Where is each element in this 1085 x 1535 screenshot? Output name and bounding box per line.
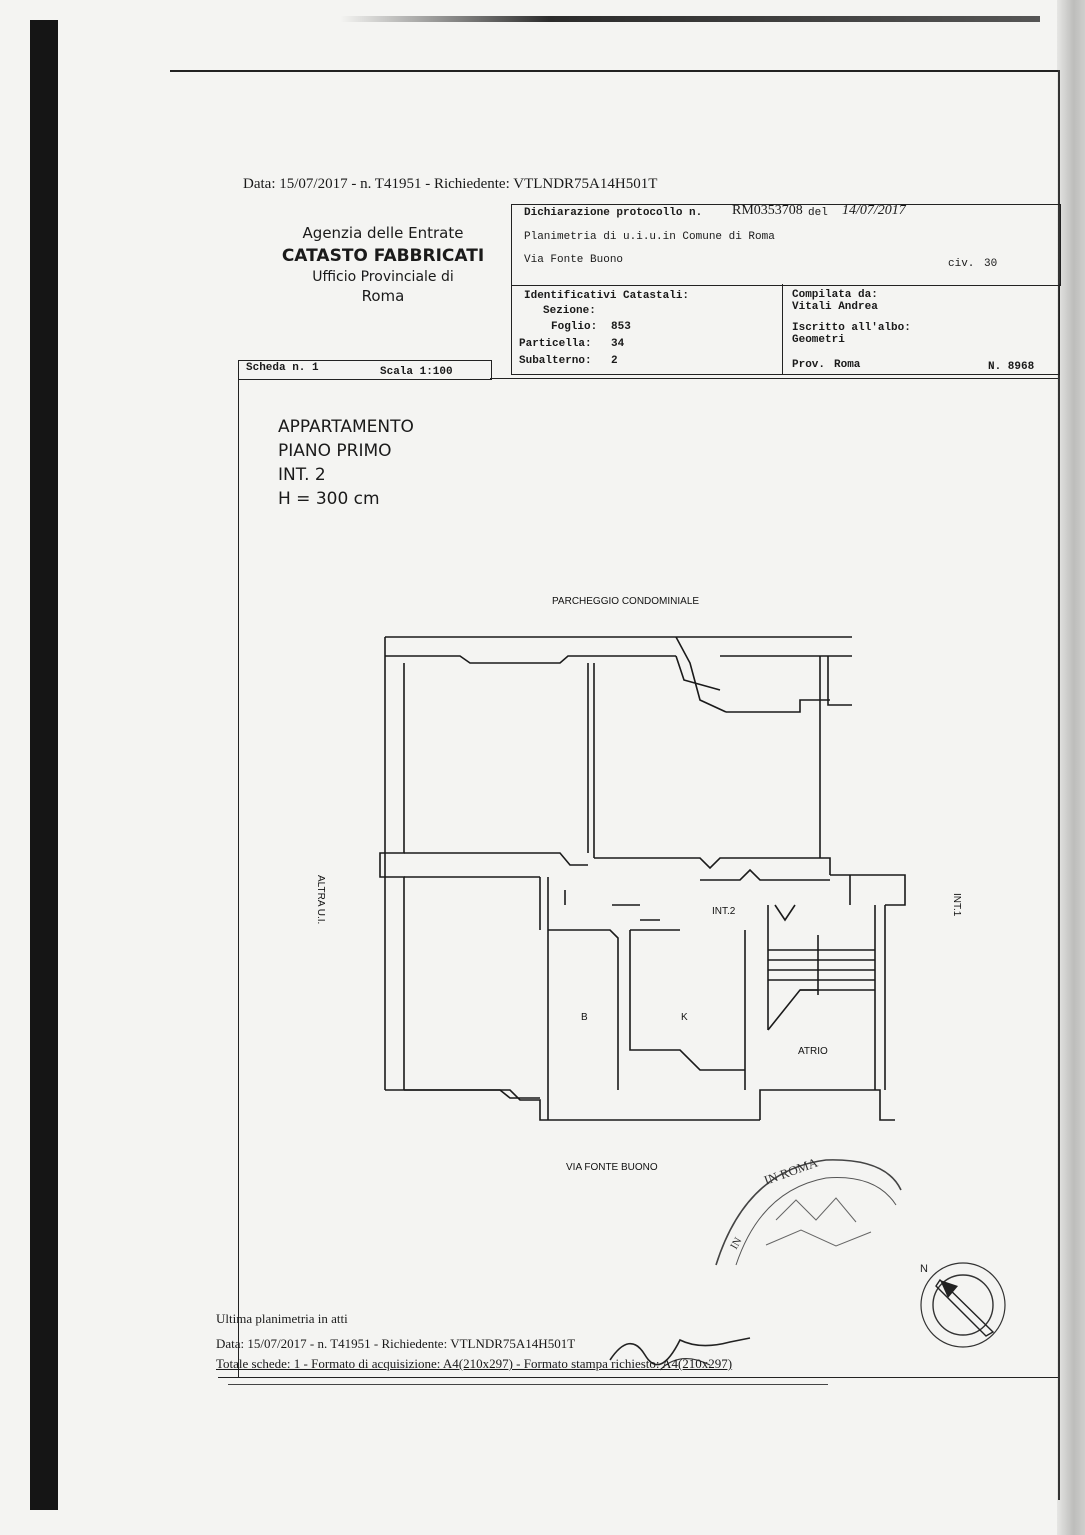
plan-line: Planimetria di u.i.u.in Comune di Roma bbox=[524, 231, 775, 243]
particella-label: Particella: bbox=[519, 338, 592, 350]
particella-value: 34 bbox=[611, 338, 625, 350]
north-arrow-icon bbox=[918, 1260, 1018, 1360]
room-atrio-label: ATRIO bbox=[798, 1046, 828, 1057]
compiler-name: Vitali Andrea bbox=[792, 301, 878, 313]
footer-data-line: Data: 15/07/2017 - n. T41951 - Richiedente: VTLNDR75A14H501T bbox=[216, 1336, 576, 1351]
plan-int-label: INT.2 bbox=[712, 906, 736, 917]
scale-label: Scala 1:100 bbox=[380, 366, 453, 378]
protocol-label: Dichiarazione protocollo n. bbox=[524, 207, 703, 219]
foglio-value: 853 bbox=[611, 321, 631, 333]
plan-top-label: PARCHEGGIO CONDOMINIALE bbox=[552, 596, 700, 607]
unit-floor: PIANO PRIMO bbox=[278, 441, 392, 461]
prov-label: Prov. bbox=[792, 359, 826, 371]
room-k-label: K bbox=[681, 1012, 688, 1023]
protocol-date: 14/07/2017 bbox=[842, 203, 906, 218]
subalterno-value: 2 bbox=[611, 355, 618, 367]
street-name: Via Fonte Buono bbox=[524, 254, 624, 266]
foglio-label: Foglio: bbox=[551, 321, 598, 333]
header-line: Data: 15/07/2017 - n. T41951 - Richiedente: VTLNDR75A14H501T bbox=[243, 176, 658, 192]
registration-number: N. 8968 bbox=[988, 361, 1035, 373]
svg-text:N: N bbox=[920, 1263, 928, 1275]
footer-last-plan: Ultima planimetria in atti bbox=[216, 1311, 348, 1326]
catasto-title: CATASTO FABBRICATI bbox=[281, 246, 485, 266]
plan-right-label: INT.1 bbox=[951, 893, 962, 917]
sezione-label: Sezione: bbox=[543, 305, 596, 317]
identifiers-title: Identificativi Catastali: bbox=[524, 290, 690, 302]
agency-name: Agenzia delle Entrate bbox=[302, 224, 464, 242]
albo-value: Geometri bbox=[792, 334, 845, 346]
official-stamp bbox=[706, 1150, 906, 1270]
albo-label: Iscritto all'albo: bbox=[792, 322, 911, 334]
plan-left-label: ALTRA U.I. bbox=[315, 875, 326, 925]
stamp-text: IN ROMA bbox=[761, 1154, 820, 1188]
room-b-label: B bbox=[581, 1012, 588, 1023]
prov-value: Roma bbox=[834, 359, 861, 371]
office-label: Ufficio Provinciale di bbox=[312, 269, 454, 285]
scheda-label: Scheda n. 1 bbox=[246, 362, 319, 374]
unit-type: APPARTAMENTO bbox=[278, 417, 414, 437]
compiler-title: Compilata da: bbox=[792, 289, 878, 301]
unit-interior: INT. 2 bbox=[278, 465, 326, 485]
plan-bottom-label: VIA FONTE BUONO bbox=[566, 1162, 658, 1173]
civ-label: civ. bbox=[948, 258, 975, 270]
civ-value: 30 bbox=[984, 258, 998, 270]
office-city: Roma bbox=[361, 287, 405, 305]
protocol-number: RM0353708 bbox=[732, 203, 803, 218]
protocol-del: del bbox=[808, 207, 828, 219]
unit-height: H = 300 cm bbox=[278, 489, 380, 509]
subalterno-label: Subalterno: bbox=[519, 355, 592, 367]
svg-text:IN: IN bbox=[728, 1235, 745, 1252]
footer-totals: Totale schede: 1 - Formato di acquisizione: A4(210x297) - Formato stampa richiesto: A4(210x297) bbox=[216, 1356, 733, 1371]
